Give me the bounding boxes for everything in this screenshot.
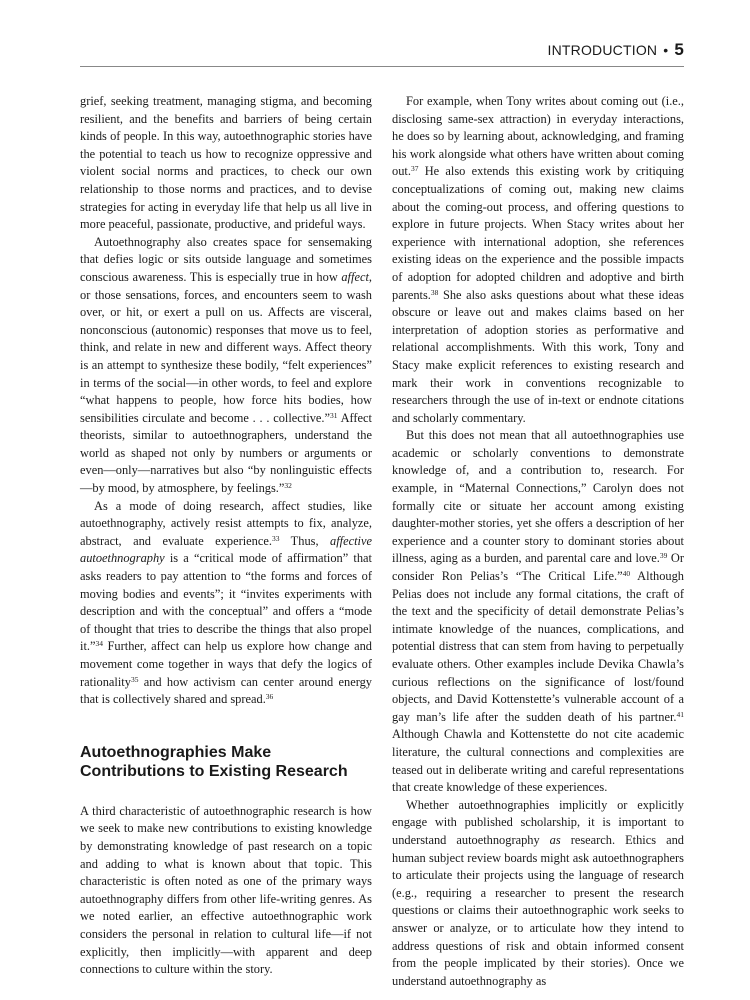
- endnote-ref: 37: [410, 164, 419, 174]
- endnote-ref: 36: [265, 692, 274, 702]
- endnote-ref: 35: [130, 674, 139, 684]
- right-column: [392, 93, 684, 990]
- running-head: [548, 40, 685, 60]
- paragraph: Autoethnography also creates space for sensemaking that defies logic or sits outside language and sometimes conscious awareness. This is especially true in how affect, or those sensations, forces, and encounters seem to wash over, or hit, or exert a pull on us. Affects are visceral, nonconscious (autonomic) responses that move us to feel, think, and relate in new and different ways. Affect theory is an attempt to synthesize these bodily, “felt experiences” in terms of the social—in other words, to feel and explore “what happens to people, how force hits bodies, how sensibilities circulate and become . . . collective.”$^{31}$ Affect theorists, similar to autoethnographers, understand the world as shaped not only by numbers or arguments or even—only—narratives but also “by nonlinguistic effects—by mood, by atmosphere, by feelings.”$^{32}$: [80, 234, 372, 496]
- endnote-ref: 40: [622, 569, 631, 579]
- endnote-ref: 41: [676, 709, 684, 719]
- header-rule: [80, 66, 684, 67]
- bullet-separator: •: [663, 42, 669, 58]
- paragraph: A third characteristic of autoethnographic research is how we seek to make new contributions to existing knowledge by demonstrating knowledge of past research on a topic and adding to what is known about that topic. This characteristic is often noted as one of the primary ways autoethnography differs from other life-writing genres. As we noted earlier, an effective autoethnographic work considers the personal in relation to cultural life—if not explicitly, then implicitly—with apparent and deep connections to culture within the story.: [80, 803, 372, 977]
- endnote-ref: 33: [271, 533, 280, 543]
- endnote-ref: 38: [430, 287, 439, 297]
- endnote-ref: 32: [284, 481, 292, 491]
- paragraph: grief, seeking treatment, managing stigma, and becoming resilient, and the benefits and barriers of being certain kinds of people. In this way, autoethnographic stories have the potential to teach us how to recognize oppressive and violent social norms and practices, to check our own relationship to those norms and practices, and to devise strategies for acting in everyday life that help us all live in more peaceful, passionate, productive, and prideful ways.: [80, 94, 372, 232]
- paragraph: But this does not mean that all autoethnographies use academic or scholarly conventions to demonstrate knowledge of, and a contribution to, research. For example, in “Maternal Connections,” Carolyn does not formally cite or situate her account among existing daughter-mother stories, yet she offers a description of her experience and a counter story to dominant stories about illness, aging as a burden, and parental care and love.$^{39}$ Or consider Ron Pelias’s “The Critical Life.”$^{40}$ Although Pelias does not include any formal citations, the craft of the text and the specificity of detail demonstrate Pelias’s intimate knowledge of the nuances, complications, and potential distress that can stem from having to perpetually evaluate others. Other examples include Devika Chawla’s curious reflections on the significance of lost/found objects, and David Kottenstette’s vulnerable account of a gay man’s life after the sudden death of his partner.$^{41}$ Although Chawla and Kottenstette do not cite academic literature, the cultural connections and complexities are teased out in deliberate writing and careful representations that create knowledge of these experiences.: [392, 428, 684, 795]
- paragraph: Whether autoethnographies implicitly or explicitly engage with published scholarship, it is important to understand autoethnography as research. Ethics and human subject review boards might ask autoethnographers to articulate their projects using the language of research (e.g., requiring a researcher to present the research questions or claims their autoethnographic work seeks to answer or analyze, or to articulate how they intend to address questions of risk and obtain informed consent from the people implicated by their stories). Once we understand autoethnography as: [392, 797, 684, 988]
- endnote-ref: 39: [659, 551, 668, 561]
- left-column: [80, 93, 372, 979]
- paragraph: For example, when Tony writes about coming out (i.e., disclosing same-sex attraction) in everyday interactions, he does so by learning about, acknowledging, and framing his work alongside what others have written about coming out.$^{37}$ He also extends this existing work by critiquing conceptualizations of coming out, making new claims about the coming-out process, and offering questions to explore in future projects. When Stacy writes about her experience with international adoption, she references existing ideas on the experience and the possible impacts of adoption for adopted children and adoptive and birth parents.$^{38}$ She also asks questions about what these ideas obscure or leave out and makes claims based on her interpretation of adoption stories as performative and relational accomplishments. With this work, Tony and Stacy make explicit references to existing research and mark their work in conventions recognizable to researchers through the use of in-text or endnote citations and scholarly commentary.: [392, 94, 684, 425]
- endnote-ref: 31: [329, 410, 338, 420]
- endnote-ref: 34: [95, 639, 103, 649]
- section-title: INTRODUCTION: [547, 42, 658, 58]
- section-heading: Autoethnographies Make Contributions to Existing Research: [80, 743, 348, 780]
- paragraph: As a mode of doing research, affect studies, like autoethnography, actively resist attempts to fix, analyze, abstract, and evaluate experience.$^{33}$ Thus, affective autoethnography is a “critical mode of affirmation” that asks readers to pay attention to “the forms and forces of moving bodies and events”; it “invites experiments with description and with the conceptual” and offers a “mode of thought that tries to describe the things that also propel it.”$^{34}$ Further, affect can help us explore how change and movement come together in ways that defy the logics of rationality$^{35}$ and how activism can center around energy that is collectively shared and spread.$^{36}$: [80, 498, 372, 707]
- page-number: 5: [674, 40, 684, 59]
